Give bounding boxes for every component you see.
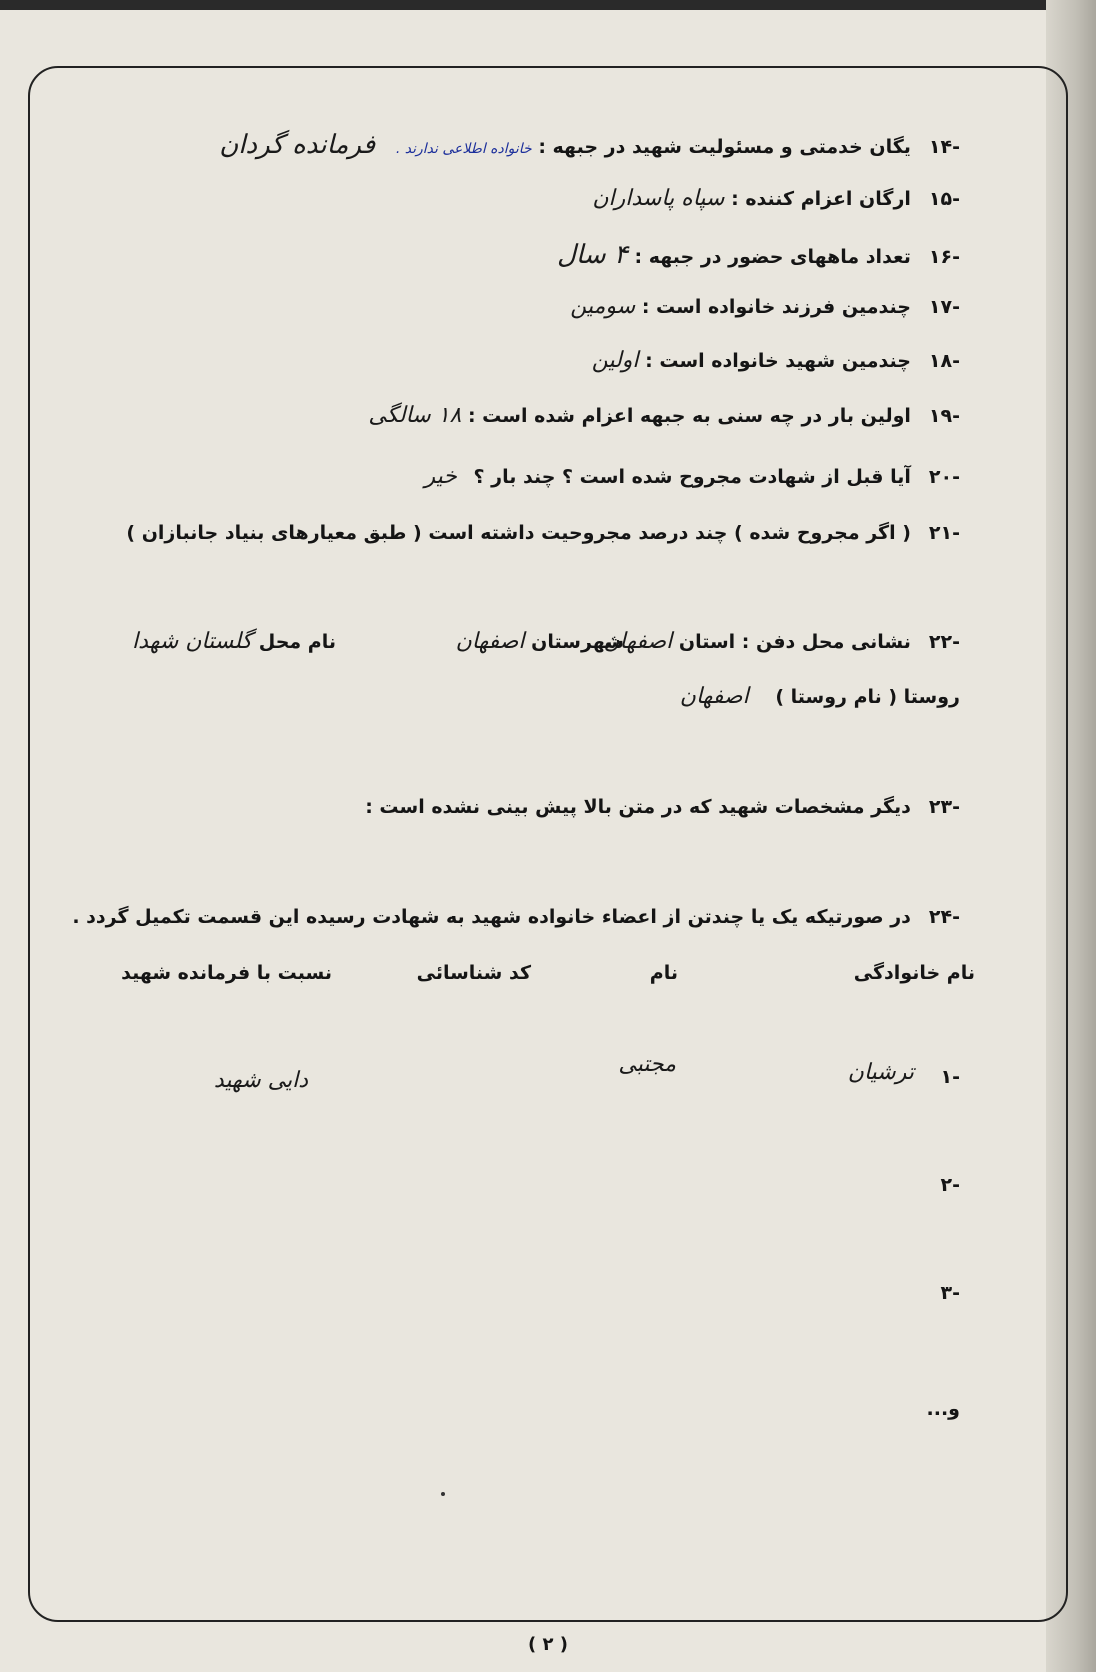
item-18-label: چندمین شهید خانواده است : (645, 350, 911, 372)
table-row-3-number: -۳ (940, 1282, 960, 1304)
item-17 (570, 294, 960, 319)
item-24-number: -۲۴ (928, 906, 960, 928)
burial-province-label: نشانی محل دفن : استان (678, 631, 911, 653)
burial-province-answer: اصفهان (603, 629, 673, 654)
item-21-number: -۲۱ (928, 522, 960, 544)
item-15 (592, 186, 960, 211)
item-14-answer: خانواده اطلاعی ندارند . (395, 141, 532, 157)
item-20-label: آیا قبل از شهادت مجروح شده است ؟ چند بار ؟ (473, 466, 911, 488)
table-etc: و... (926, 1398, 960, 1420)
scan-top-edge (0, 0, 1096, 10)
item-14-number: -۱۴ (928, 136, 960, 158)
header-family-name: نام خانوادگی (853, 962, 975, 984)
ink-dot (441, 1492, 445, 1496)
item-19-answer: ۱۸ سالگی (368, 403, 462, 428)
table-row-1-number: -۱ (940, 1066, 960, 1088)
item-21-label: ( اگر مجروح شده ) چند درصد مجروحیت داشته است ( طبق معیارهای بنیاد جانبازان ) (126, 522, 911, 544)
item-23-number: -۲۳ (928, 796, 960, 818)
item-18-number: -۱۸ (928, 350, 960, 372)
item-19-number: -۱۹ (928, 405, 960, 427)
item-19-label: اولین بار در چه سنی به جبهه اعزام شده است : (467, 405, 911, 427)
burial-village-answer: اصفهان (679, 684, 749, 709)
item-22-number: -۲۲ (928, 631, 960, 653)
burial-county-answer: اصفهان (455, 629, 525, 654)
item-21 (126, 522, 960, 544)
item-20-number: -۲۰ (928, 466, 960, 488)
burial-village-label: روستا ( نام روستا ) (775, 686, 960, 708)
item-17-answer: سومین (570, 294, 636, 319)
item-17-number: -۱۷ (928, 296, 960, 318)
item-22 (603, 629, 960, 654)
burial-place (132, 629, 336, 654)
item-18-answer: اولین (591, 348, 639, 373)
item-18 (592, 348, 960, 373)
item-20-answer: خیر (424, 464, 457, 489)
page-number: ( ۲ ) (528, 1634, 568, 1655)
item-16-number: -۱۶ (928, 246, 960, 268)
item-16-answer: ۴ سال (557, 240, 628, 270)
item-15-label: ارگان اعزام کننده : (731, 188, 911, 210)
item-20 (425, 464, 961, 489)
item-16-label: تعداد ماههای حضور در جبهه : (634, 246, 911, 268)
item-14-answer-extra: فرمانده گردان (219, 130, 376, 160)
item-23 (365, 796, 960, 818)
burial-place-answer: گلستان شهدا (132, 629, 253, 654)
burial-county (456, 629, 624, 654)
item-24-label: در صورتیکه یک یا چندتن از اعضاء خانواده شهید به شهادت رسیده این قسمت تکمیل گردد . (72, 906, 911, 928)
item-19 (368, 403, 960, 428)
table-row-1-family: ترشیان (847, 1060, 914, 1085)
header-relation: نسبت با فرمانده شهید (121, 962, 332, 984)
table-row-1-name: مجتبی (618, 1052, 676, 1077)
header-name: نام (649, 962, 678, 984)
item-14 (219, 130, 960, 160)
burial-county-label: شهرستان (531, 631, 624, 653)
header-id-code: کد شناسائی (416, 962, 531, 984)
table-row-2-number: -۲ (940, 1174, 960, 1196)
item-24 (72, 906, 960, 928)
item-16 (557, 240, 960, 270)
item-15-answer: سپاه پاسداران (592, 186, 725, 211)
item-15-number: -۱۵ (928, 188, 960, 210)
table-row-1-relation: دایی شهید (213, 1068, 308, 1093)
burial-place-label: نام محل (258, 631, 336, 653)
item-23-label: دیگر مشخصات شهید که در متن بالا پیش بینی نشده است : (365, 796, 911, 818)
item-17-label: چندمین فرزند خانواده است : (641, 296, 911, 318)
item-14-label: یگان خدمتی و مسئولیت شهید در جبهه : (538, 136, 911, 158)
burial-village (680, 684, 960, 709)
